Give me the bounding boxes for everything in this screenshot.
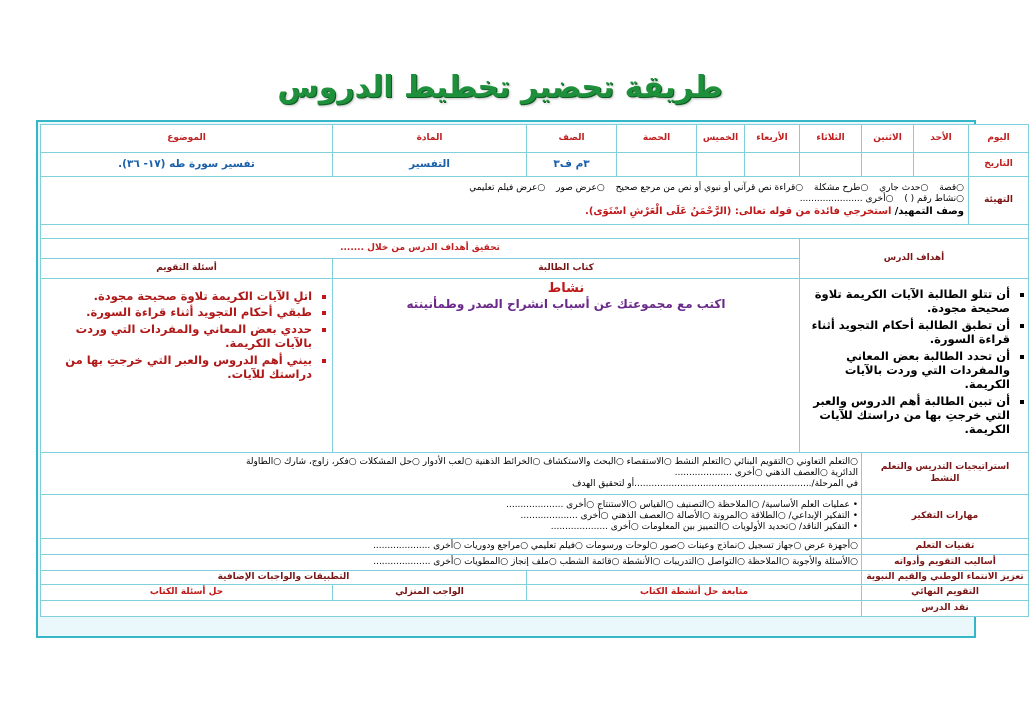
strategies-line[interactable]: في المرحلة/..............................................................أو لتحقيق الهدف (572, 479, 859, 490)
intro-options-row2 (45, 194, 964, 205)
day-monday: الاثنين (862, 125, 914, 153)
class-label: الصف (527, 125, 617, 153)
goal-item: ▪ أن تحدد الطالبة بعض المعاني والمفردات التي وردت بالآيات الكريمة. (806, 349, 1010, 392)
topic-value: تفسير سورة طه (١٧- ٣٦). (41, 153, 333, 177)
intro-option[interactable]: ○عرض صور (556, 183, 605, 193)
evaluation-label: أسئلة التقويم (41, 259, 333, 279)
evaluation-item: ▪ طبقي أحكام التجويد أثناء قراءة السورة. (47, 305, 312, 319)
date-monday[interactable] (862, 153, 914, 177)
strategies-line[interactable]: الدائرية ○العصف الذهني ○أخرى .................... (674, 467, 859, 478)
tech-label: تقنيات التعلم (862, 539, 1029, 555)
day-sunday: الأحد (914, 125, 969, 153)
class-value: ٣م ف٣ (527, 153, 617, 177)
date-wednesday[interactable] (745, 153, 800, 177)
assessment-options[interactable]: ○الأسئلة والأجوبة ○الملاحظة ○التواصل ○التدريبات ○الأنشطة ○قائمة الشطب ○ملف إنجاز ○المطويات ○أخرى .................... (41, 555, 862, 571)
date-label: التاريخ (969, 153, 1029, 177)
date-tuesday[interactable] (800, 153, 862, 177)
values-label: تعزيز الانتماء الوطني والقيم النبوية (862, 571, 1029, 585)
intro-options-row1 (45, 183, 964, 194)
day-label: اليوم (969, 125, 1029, 153)
intro-desc-text: استخرجي فائدة من قوله تعالى: (الرَّحْمَنُ عَلَى الْعَرْشِ اسْتَوَى). (585, 205, 892, 217)
topic-label: الموضوع (41, 125, 333, 153)
thinking-label: مهارات التفكير (862, 495, 1029, 539)
followup-value: متابعة حل أنشطة الكتاب (527, 585, 862, 601)
lesson-plan-table (40, 124, 1029, 617)
intro-option[interactable]: ○عرض فيلم تعليمي (469, 183, 546, 193)
strategies-line[interactable]: ○التعلم التعاوني ○التقويم البنائي ○التعلم النشط ○الاستقصاء ○البحث والاستكشاف ○الخرائط الذهنية ○لعب الأدوار ○حل المشكلات ○فكر، زاوج، شارك ○الطاولة (245, 456, 859, 467)
day-wednesday: الأربعاء (745, 125, 800, 153)
date-thursday[interactable] (697, 153, 745, 177)
day-thursday: الخميس (697, 125, 745, 153)
subject-label: المادة (333, 125, 527, 153)
strategies-label: استراتيجيات التدريس والتعلم النشط (862, 453, 1029, 495)
goals-list (800, 279, 1029, 453)
intro-description (45, 206, 964, 219)
goals-label: أهداف الدرس (800, 239, 1029, 279)
goal-item: ▪ أن تطبق الطالبة أحكام التجويد أثناء قراءة السورة. (806, 318, 1010, 347)
activity-cell (333, 279, 800, 453)
subject-value: التفسير (333, 153, 527, 177)
intro-option[interactable]: ○نشاط رقم ( ) (904, 194, 965, 205)
achieve-label: تحقيق أهداف الدرس من خلال ....... (41, 239, 800, 259)
goal-item: ▪ أن تبين الطالبة أهم الدروس والعبر التي خرجتِ بها من دراستك للآيات الكريمة. (806, 394, 1010, 437)
intro-option[interactable]: ○أخرى ...................... (799, 194, 894, 205)
intro-label: التهيئة (969, 177, 1029, 225)
thinking-line[interactable]: • التفكير الإبداعي/ ○الطلاقة ○المرونة ○الأصالة ○العصف الذهني ○أخرى .................... (520, 510, 859, 521)
thinking-line[interactable]: • عمليات العلم الأساسية/ ○الملاحظة ○التصنيف ○القياس ○الاستنتاج ○أخرى .................... (506, 499, 859, 510)
date-sunday[interactable] (914, 153, 969, 177)
homework-label: الواجب المنزلي (333, 585, 527, 601)
day-tuesday: الثلاثاء (800, 125, 862, 153)
thinking-line[interactable]: • التفكير الناقد/ ○تحديد الأولويات ○التمييز بين المعلومات ○أخرى .................... (550, 522, 859, 533)
assessment-label: أساليب التقويم وأدواته (862, 555, 1029, 571)
critique-value[interactable] (41, 601, 862, 617)
activity-title: نشاط (547, 281, 585, 296)
period-value[interactable] (617, 153, 697, 177)
evaluation-list (41, 279, 333, 453)
evaluation-item: ▪ اتلِ الآيات الكريمة تلاوة صحيحة مجودة. (47, 289, 312, 303)
tech-options[interactable]: ○أجهزة عرض ○جهاز تسجيل ○نماذج وعينات ○صور ○لوحات ورسومات ○فيلم تعليمي ○مراجع ودوريات ○أخرى .................... (41, 539, 862, 555)
critique-label: نقد الدرس (862, 601, 1029, 617)
activity-text: اكتب مع مجموعتك عن أسباب انشراح الصدر وطمأنينته (406, 297, 726, 312)
page-title: طريقة تحضير تخطيط الدروس (277, 70, 723, 105)
spacer-row (41, 225, 1029, 239)
goal-item: ▪ أن تتلو الطالبة الآيات الكريمة تلاوة صحيحة مجودة. (806, 287, 1010, 316)
applications-label: التطبيقات والواجبات الإضافية (41, 571, 527, 585)
intro-desc-label: وصف التمهيد/ (894, 205, 965, 217)
intro-option[interactable]: ○قراءة نص قرآني أو نبوي أو نص من مرجع صحيح (615, 183, 804, 193)
strategies-options (41, 453, 862, 495)
final-eval-label: التقويم النهائي (862, 585, 1029, 601)
evaluation-item: ▪ حددي بعض المعاني والمفردات التي وردت بالآيات الكريمة. (47, 322, 312, 351)
intro-option[interactable]: ○قصة (939, 183, 965, 193)
intro-option[interactable]: ○طرح مشكلة (814, 183, 869, 193)
period-label: الحصة (617, 125, 697, 153)
values-value[interactable] (527, 571, 862, 585)
intro-option[interactable]: ○حدث جاري (879, 183, 929, 193)
lesson-plan-frame (36, 120, 1024, 638)
student-book-label: كتاب الطالبة (333, 259, 800, 279)
evaluation-item: ▪ بيني أهم الدروس والعبر التي خرجتِ بها من دراستك للآيات. (47, 353, 312, 382)
thinking-options (41, 495, 862, 539)
book-questions-value: حل أسئلة الكتاب (41, 585, 333, 601)
